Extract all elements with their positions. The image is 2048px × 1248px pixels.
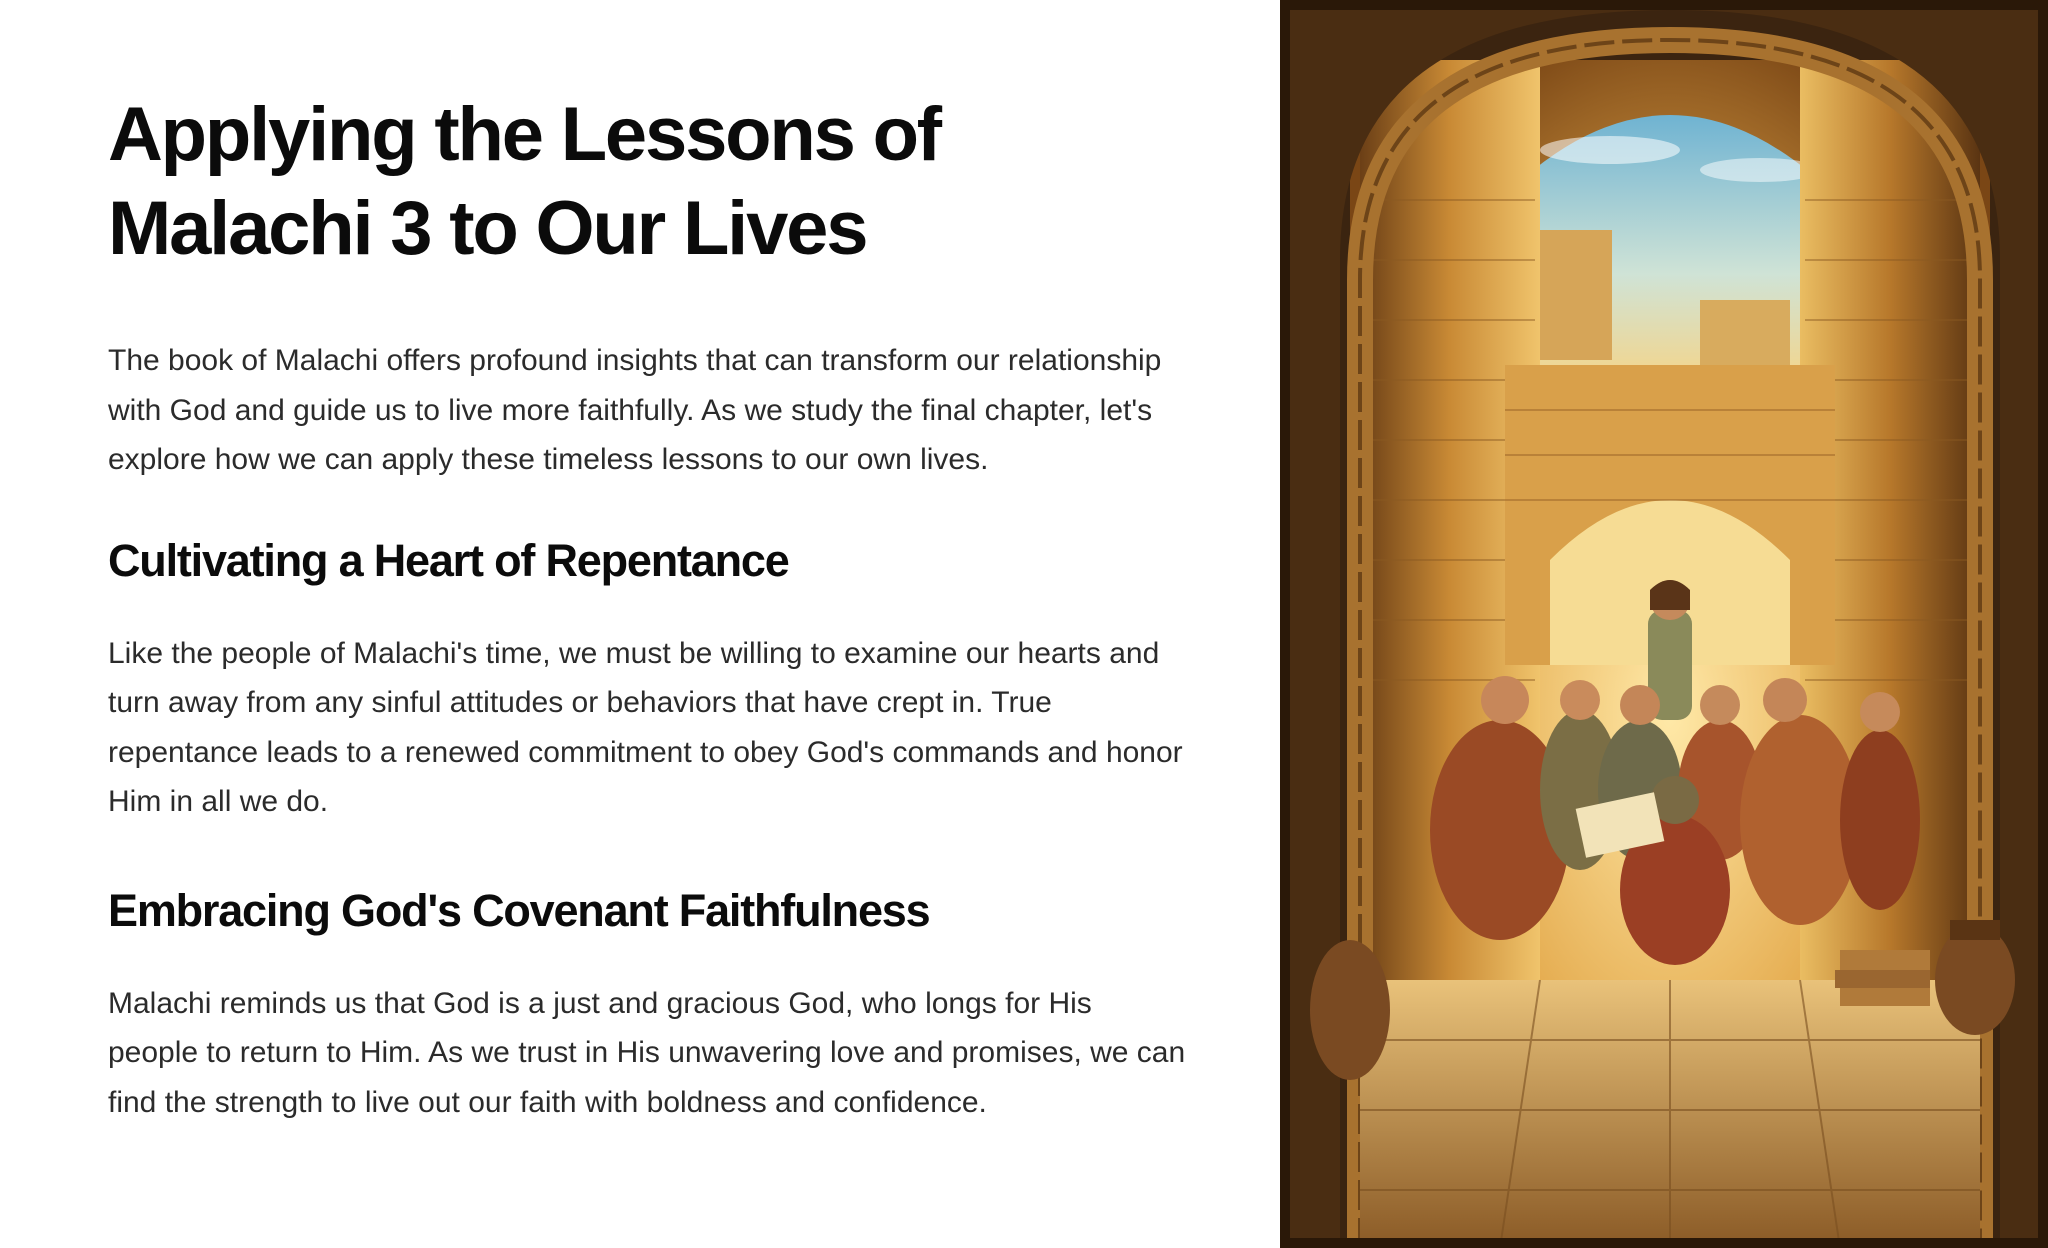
section-body-covenant: Malachi reminds us that God is a just and gracious God, who longs for His people to return to Him. As we trust in His unwavering love and promises, we can find the strength to live out our faith with boldness and confidence. <box>108 986 1186 1119</box>
section-body-repentance: Like the people of Malachi's time, we must be willing to examine our hearts and turn away from any sinful attitudes or behaviors that have crept in. True repentance leads to a renewed commitment to obey God's commands and honor Him in all we do. <box>108 636 1183 818</box>
gathering-illustration <box>1280 0 2048 1248</box>
title-line-2: Malachi 3 to Our Lives <box>108 186 867 271</box>
section-heading-covenant: Embracing God's Covenant Faithfulness <box>108 884 930 936</box>
intro-paragraph: The book of Malachi offers profound insights that can transform our relationship with God and guide us to live more faithfully. As we study the final chapter, let's explore how we can apply these timeless lessons to our own lives. <box>108 344 1162 476</box>
title-line-1: Applying the Lessons of <box>108 92 940 177</box>
illustration-panel <box>1280 0 2048 1248</box>
section-heading-repentance: Cultivating a Heart of Repentance <box>108 534 789 586</box>
text-column <box>108 88 1188 1127</box>
page-title <box>108 88 1188 276</box>
